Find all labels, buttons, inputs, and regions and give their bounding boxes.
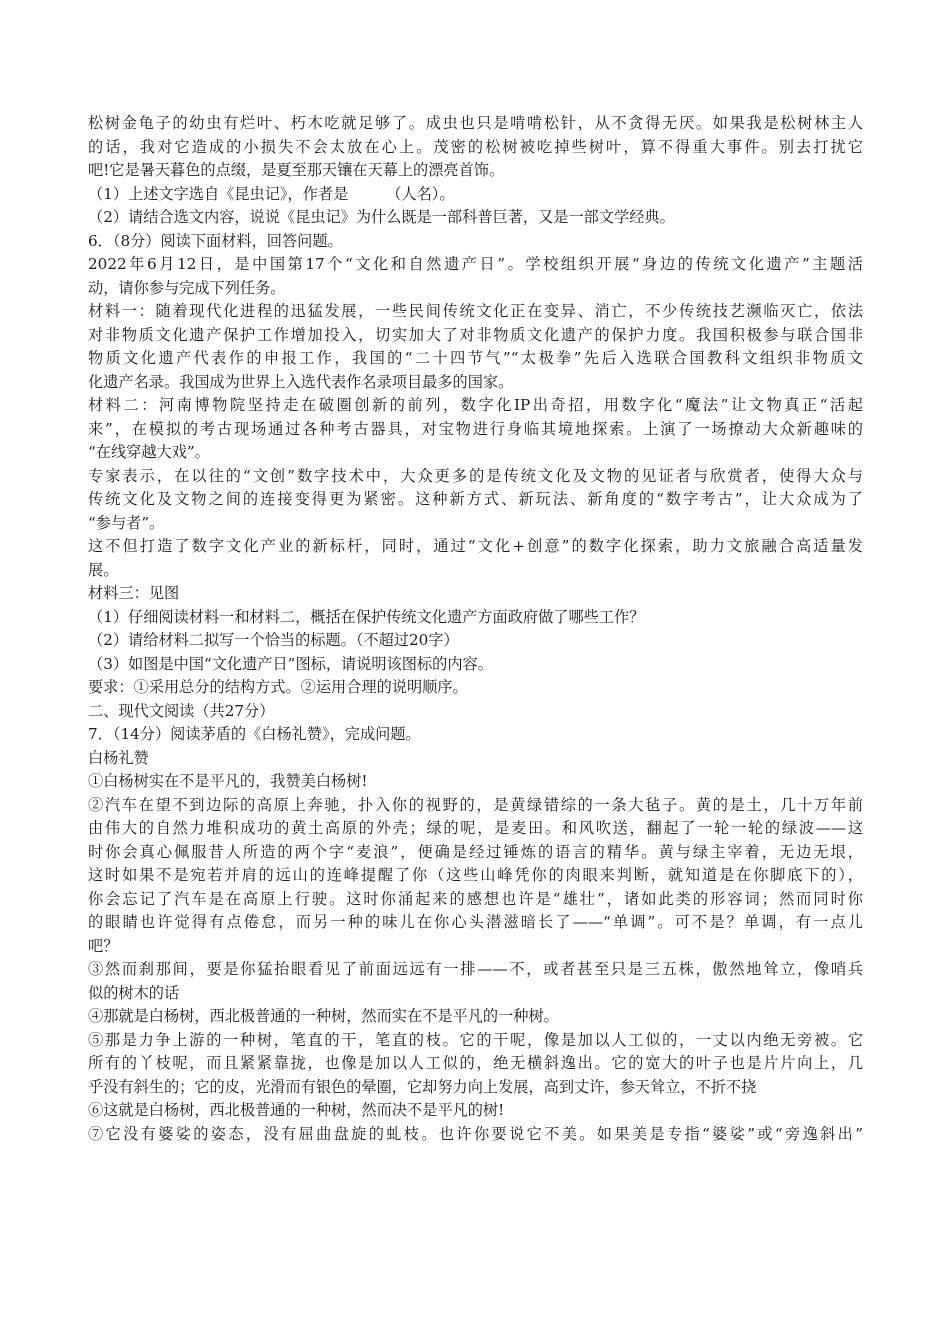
- text-line: ⑦它没有婆娑的姿态，没有屈曲盘旋的虬枝。也许你要说它不美。如果美是专指“婆娑”或“旁逸斜出”: [88, 1124, 863, 1143]
- text-line: （2）请给材料二拟写一个恰当的标题。（不超过20字）: [88, 631, 459, 649]
- text-line: 乎没有斜生的；它的皮，光滑而有银色的晕圈，它却努力向上发展，高到丈许，参天耸立，不折不挠: [88, 1077, 757, 1096]
- text-line: 松树金龟子的幼虫有烂叶、朽木吃就足够了。成虫也只是啃啃松针，从不贪得无厌。如果我是松树林主人: [88, 114, 863, 132]
- text-line: 来”，在模拟的考古现场通过各种考古器具，对宝物进行身临其境地探索。上演了一场撩动大众新趣味的: [88, 419, 863, 438]
- text-line: ②汽车在望不到边际的高原上奔驰，扑入你的视野的，是黄绿错综的一条大毡子。黄的是土，几十万年前: [88, 795, 863, 814]
- text-line: 动，请你参与完成下列任务。: [88, 278, 286, 297]
- text-line: ④那就是白杨树，西北极普通的一种树，然而实在不是平凡的一种树。: [88, 1007, 559, 1025]
- text-line: 物质文化遗产代表作的申报工作，我国的“二十四节气”“太极拳”先后入选联合国教科文组织非物质文: [88, 349, 863, 367]
- text-line: 所有的丫枝呢，而且紧紧靠拢，也像是加以人工似的，绝无横斜逸出。它的宽大的叶子也是片片向上，几: [88, 1054, 863, 1072]
- text-line: ①白杨树实在不是平凡的，我赞美白杨树!: [88, 772, 368, 790]
- text-line: ③然而刹那间，要是你猛抬眼看见了前面远远有一排——不，或者甚至只是三五株，傲然地耸立，像哨兵: [88, 960, 863, 978]
- text-line: 展。: [88, 560, 119, 579]
- document-body: [88, 112, 863, 1146]
- text-line: 化遗产名录。我国成为世界上入选代表作名录项目最多的国家。: [88, 372, 514, 391]
- text-line: “参与者”。: [88, 513, 165, 532]
- text-line: 二、现代文阅读（共27分）: [88, 701, 275, 720]
- text-line: 传统文化及文物之间的连接变得更为紧密。这种新方式、新玩法、新角度的“数字考古”，让大众成为了: [88, 490, 863, 508]
- text-line: 6．（8分）阅读下面材料，回答问题。: [88, 231, 343, 250]
- text-line: 由伟大的自然力堆积成功的黄土高原的外壳；绿的呢，是麦田。和风吹送，翻起了一轮一轮的绿波——这: [88, 819, 863, 837]
- text-line: 材料二：河南博物院坚持走在破圈创新的前列，数字化IP出奇招，用数字化“魔法”让文物真正“活起: [88, 396, 863, 414]
- text-line: 这不但打造了数字文化产业的新标杆，同时，通过“文化+创意”的数字化探索，助力文旅融合高适量发: [88, 537, 863, 555]
- text-line: 7．（14分）阅读茅盾的《白杨礼赞》，完成问题。: [88, 725, 421, 743]
- text-line: （2）请结合选文内容，说说《昆虫记》为什么既是一部科普巨著，又是一部文学经典。: [88, 208, 675, 226]
- text-line: 的话，我对它造成的小损失不会太放在心上。茂密的松树被吃掉些树叶，算不得重大事件。别去打扰它: [88, 137, 863, 156]
- text-line: 这时如果不是宛若并肩的远山的连峰提醒了你（这些山峰凭你的肉眼来判断，就知道是在你脚底下的），: [88, 866, 863, 884]
- text-line: 的眼睛也许觉得有点倦怠，而另一种的味儿在你心头潜滋暗长了——“单调”。可不是？单调，有一点儿: [88, 913, 863, 931]
- text-line: 吧!它是暑天暮色的点缀，是夏至那天镶在天幕上的漂亮首饰。: [88, 161, 505, 179]
- text-line: 专家表示，在以往的“文创”数字技术中，大众更多的是传统文化及文物的见证者与欣赏者，使得大众与: [88, 466, 863, 485]
- text-line: ⑤那是力争上游的一种树，笔直的干，笔直的枝。它的干呢，像是加以人工似的，一丈以内绝无旁被。它: [88, 1030, 863, 1049]
- text-line: （1）上述文字选自《昆虫记》，作者是 （人名）。: [88, 184, 455, 203]
- text-line: 要求：①采用总分的结构方式。②运用合理的说明顺序。: [88, 678, 468, 696]
- text-line: 你会忘记了汽车是在高原上行驶。这时你涌起来的感想也许是“雄壮”，诸如此类的形容词；然而同时你: [88, 889, 863, 908]
- text-line: 对非物质文化遗产保护工作增加投入，切实加大了对非物质文化遗产的保护力度。我国积极参与联合国非: [88, 325, 863, 344]
- text-line: 材料三：见图: [88, 584, 180, 602]
- text-line: （1）仔细阅读材料一和材料二，概括在保护传统文化遗产方面政府做了哪些工作？: [88, 607, 645, 626]
- text-line: 白杨礼赞: [88, 748, 149, 767]
- text-line: 似的树木的话: [88, 983, 180, 1002]
- text-line: （3）如图是中国“文化遗产日”图标，请说明该图标的内容。: [88, 654, 493, 673]
- text-line: “在线穿越大戏”。: [88, 443, 210, 461]
- text-line: 时你会真心佩服昔人所造的两个字“麦浪”，便确是经过锤炼的语言的精华。黄与绿主宰着，无边无垠，: [88, 842, 863, 861]
- text-line: 材料一：随着现代化进程的迅猛发展，一些民间传统文化正在变异、消亡，不少传统技艺濒临灭亡，依法: [88, 302, 863, 320]
- text-line: 吧？: [88, 936, 119, 955]
- text-line: ⑥这就是白杨树，西北极普通的一种树，然而决不是平凡的树!: [88, 1101, 505, 1119]
- text-line: 2022年6月12日，是中国第17个“文化和自然遗产日”。学校组织开展“身边的传统文化遗产”主题活: [88, 255, 863, 273]
